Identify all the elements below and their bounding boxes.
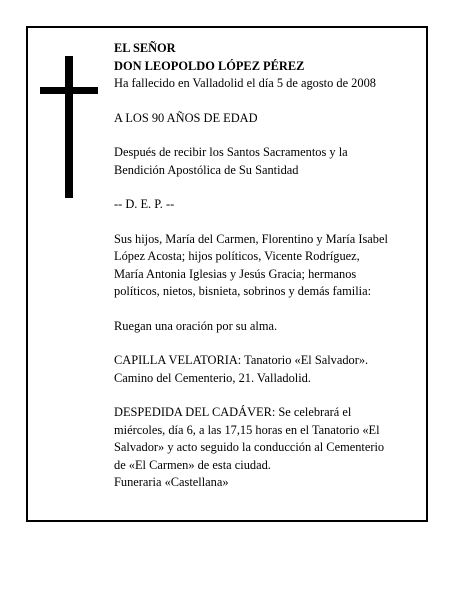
age-line: A LOS 90 AÑOS DE EDAD (114, 110, 258, 125)
sacraments-line-1: Después de recibir los Santos Sacramentos y la (114, 145, 348, 159)
deceased-name: DON LEOPOLDO LÓPEZ PÉREZ (114, 58, 305, 73)
cross-horizontal-bar (40, 87, 98, 94)
family-line-2: López Acosta; hijos políticos, Vicente Rodríguez, (114, 249, 360, 263)
notice-text (114, 40, 414, 492)
family-line-3: María Antonia Iglesias y Jesús Gracia; hermanos (114, 266, 357, 281)
farewell-line-4: de «El Carmen» de esta ciudad. (114, 457, 271, 472)
family-line-1: Sus hijos, María del Carmen, Florentino y María Isabel (114, 231, 388, 246)
chapel-line-1: CAPILLA VELATORIA: Tanatorio «El Salvador». (114, 353, 369, 367)
funeral-home-line: Funeraria «Castellana» (114, 475, 229, 489)
sacraments-line-2: Bendición Apostólica de Su Santidad (114, 162, 299, 177)
cross-vertical-bar (65, 56, 73, 198)
death-date-line: Ha fallecido en Valladolid el día 5 de agosto de 2008 (114, 76, 376, 90)
farewell-line-1: DESPEDIDA DEL CADÁVER: Se celebrará el (114, 405, 352, 419)
farewell-line-3: Salvador» y acto seguido la conducción al Cementerio (114, 440, 385, 454)
rip-line: -- D. E. P. -- (114, 197, 175, 211)
deceased-title: EL SEÑOR (114, 41, 176, 55)
prayer-line: Ruegan una oración por su alma. (114, 318, 278, 333)
farewell-line-2: miércoles, día 6, a las 17,15 horas en el Tanatorio «El (114, 422, 380, 437)
chapel-line-2: Camino del Cementerio, 21. Valladolid. (114, 370, 311, 385)
cross-icon (40, 56, 98, 198)
family-line-4: políticos, nietos, bisnieta, sobrinos y demás familia: (114, 284, 372, 298)
obituary-notice (26, 26, 428, 522)
